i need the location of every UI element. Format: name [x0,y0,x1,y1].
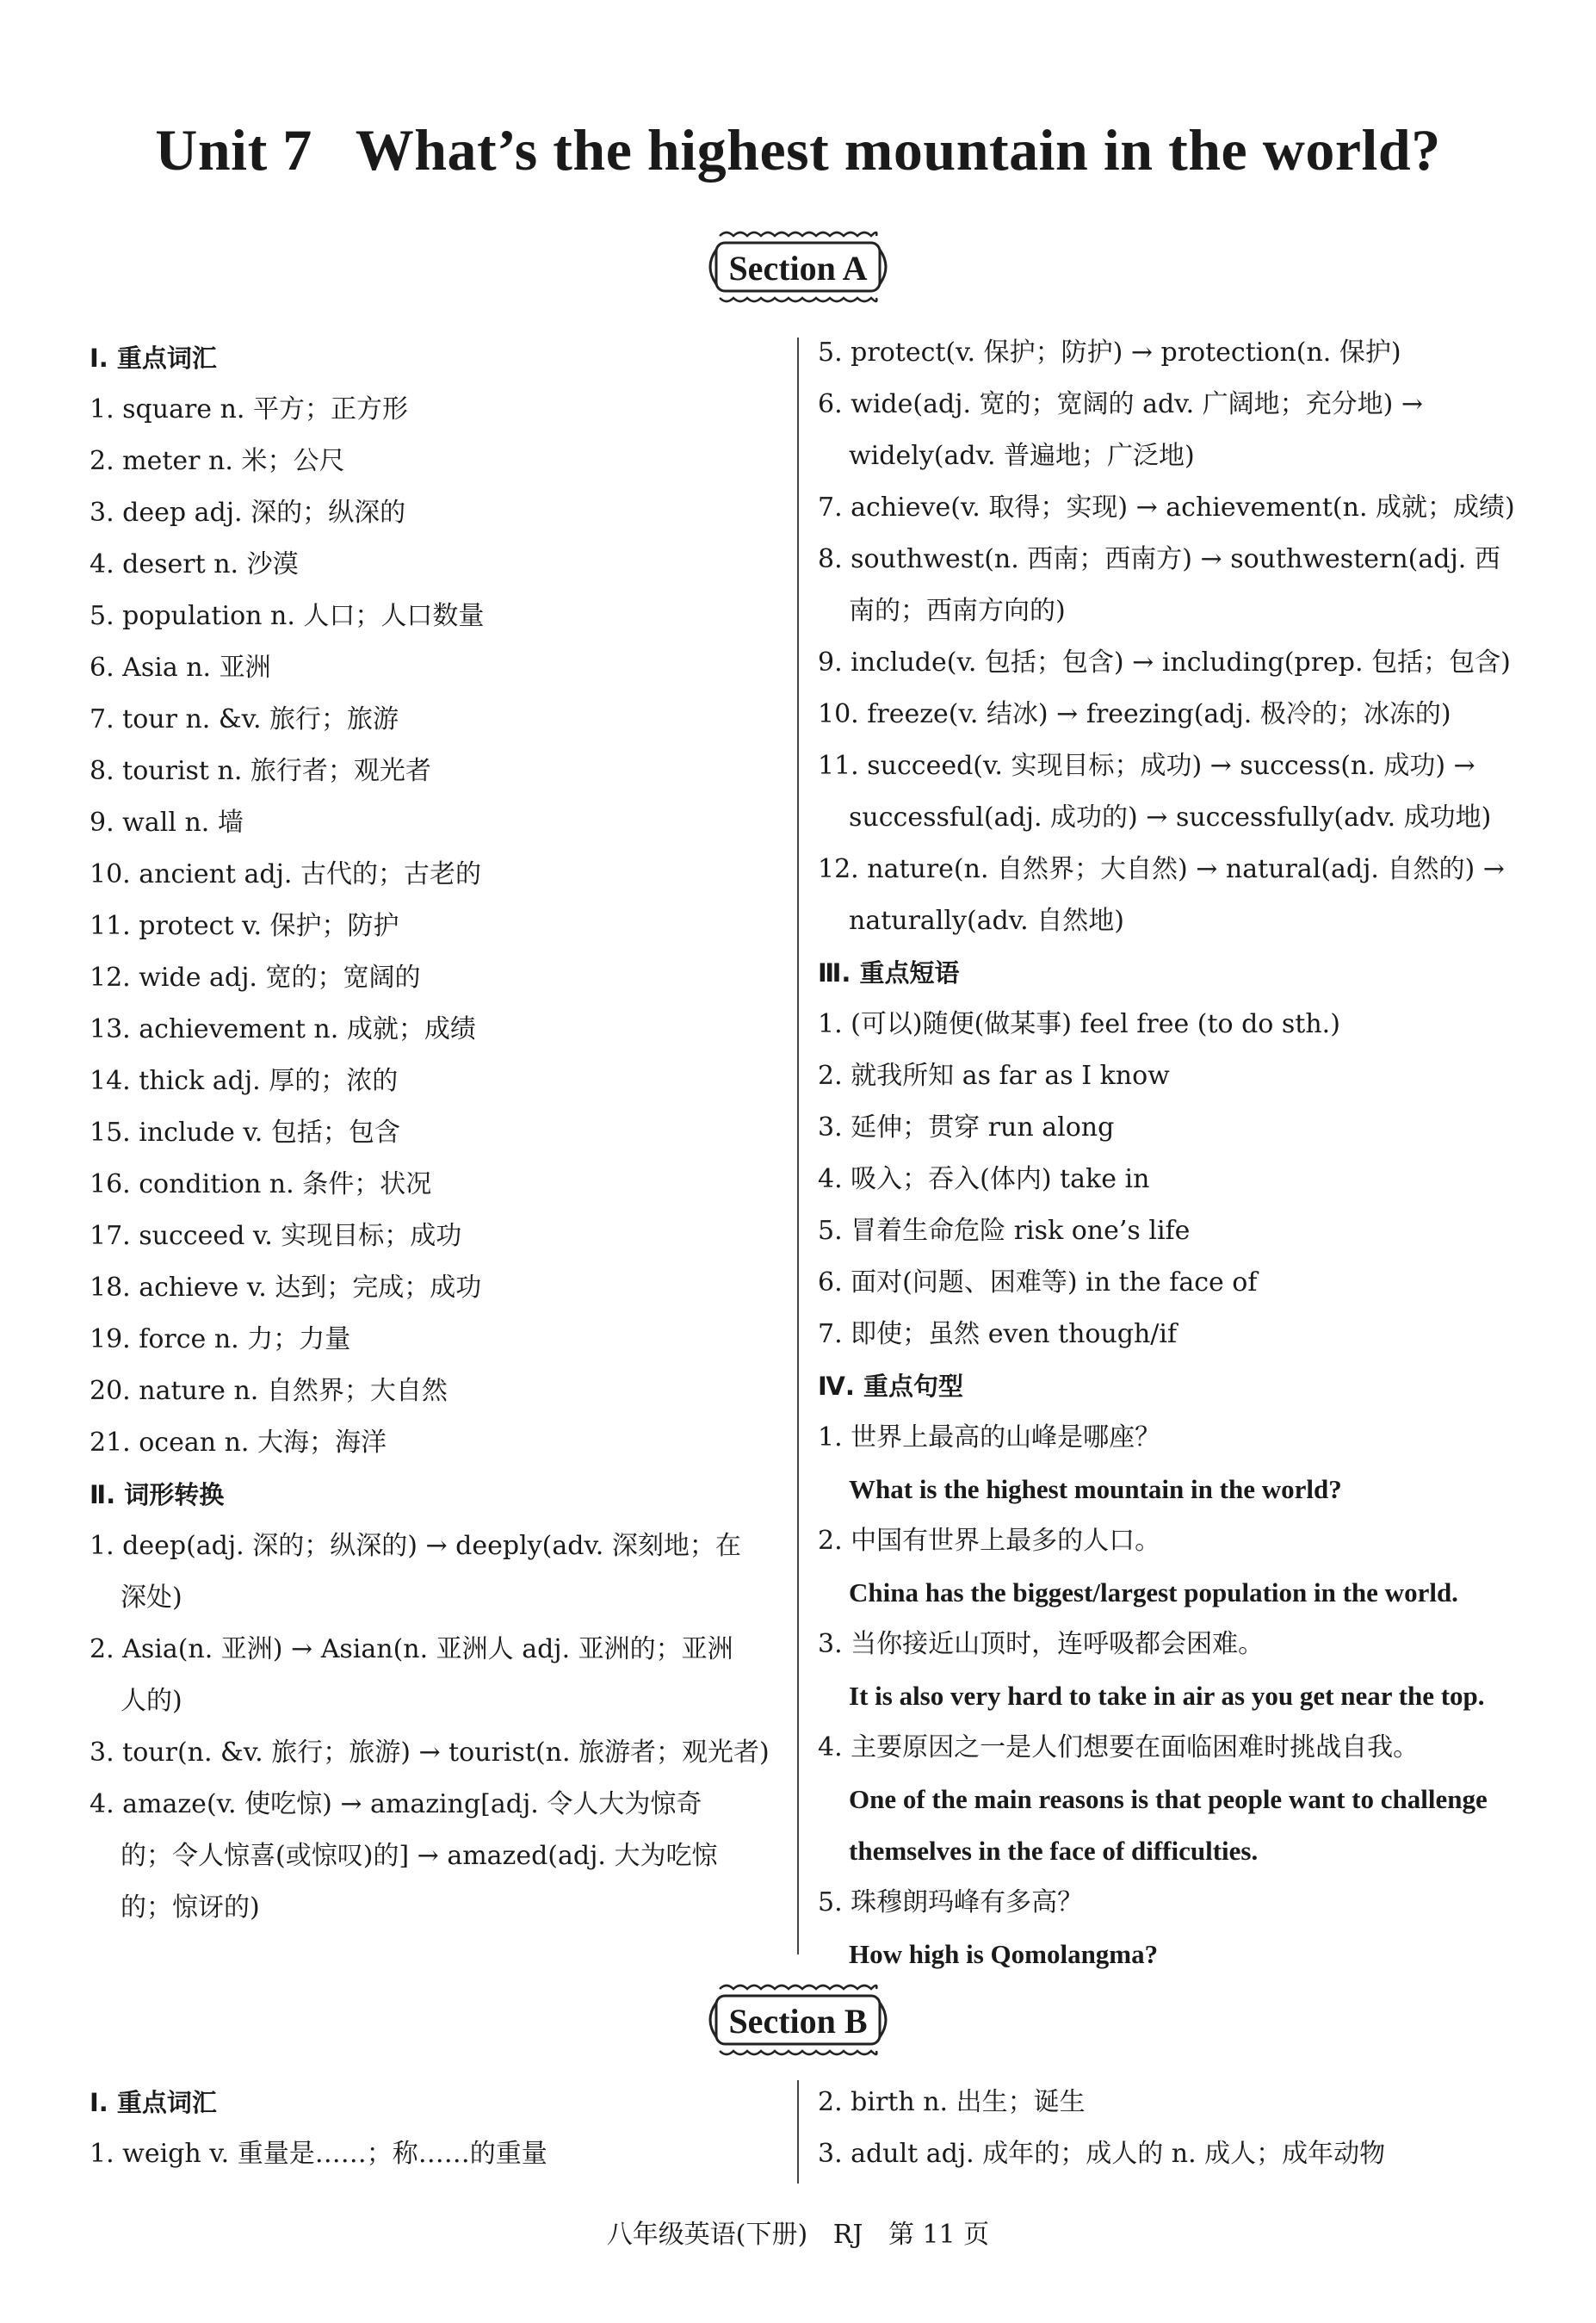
word-form-item: 10. freeze(v. 结冰) → freezing(adj. 极冷的；冰冻的) [818,699,1451,729]
phrase-item: 6. 面对(问题、困难等) in the face of [818,1267,1258,1298]
column-divider [797,2080,799,2184]
word-form-continuation: successful(adj. 成功的) → successfully(adv. 成功地) [849,802,1492,833]
vocab-item: 2. meter n. 米；公尺 [90,446,345,476]
sentence-english: themselves in the face of difficulties. [849,1836,1259,1866]
vocab-item: 10. ancient adj. 古代的；古老的 [90,859,481,889]
phrase-item: 1. (可以)随便(做某事) feel free (to do sth.) [818,1009,1340,1039]
vocab-item: 9. wall n. 墙 [90,808,244,838]
vocab-item: 16. condition n. 条件；状况 [90,1169,432,1199]
phrase-item: 4. 吸入；吞入(体内) take in [818,1164,1150,1194]
sentence-english: What is the highest mountain in the world? [849,1474,1342,1504]
word-form-item: 1. deep(adj. 深的；纵深的) → deeply(adv. 深刻地；在 [90,1531,741,1561]
vocab-item: 1. weigh v. 重量是……；称……的重量 [90,2139,547,2169]
unit-number: Unit 7 [155,117,312,183]
footer-book: 八年级英语(下册) [606,2220,808,2250]
word-form-continuation: naturally(adv. 自然地) [849,906,1124,936]
footer-edition: RJ [832,2220,863,2250]
footer-page-number: 第 11 页 [888,2220,990,2250]
heading-key-vocabulary: Ⅰ. 重点词汇 [90,2088,217,2117]
vocab-item: 3. adult adj. 成年的；成人的 n. 成人；成年动物 [818,2139,1386,2169]
vocab-item: 15. include v. 包括；包含 [90,1118,400,1148]
vocab-item: 2. birth n. 出生；诞生 [818,2087,1086,2117]
phrase-item: 2. 就我所知 as far as I know [818,1061,1170,1091]
phrase-item: 3. 延伸；贯穿 run along [818,1112,1115,1143]
section-b-left-column [90,2077,547,2180]
section-b-right-column [818,2077,1385,2180]
word-form-item: 4. amaze(v. 使吃惊) → amazing[adj. 令人大为惊奇 [90,1789,702,1819]
sentence-english: China has the biggest/largest population in the world. [849,1577,1458,1608]
sentence-chinese: 4. 主要原因之一是人们想要在面临困难时挑战自我。 [818,1732,1420,1762]
word-form-continuation: 南的；西南方向的) [849,596,1066,626]
word-form-continuation: widely(adv. 普遍地；广泛地) [849,441,1195,471]
section-a-left-column [90,332,770,1934]
vocab-item: 7. tour n. &v. 旅行；旅游 [90,704,399,734]
vocab-item: 14. thick adj. 厚的；浓的 [90,1066,399,1096]
section-a-badge [701,226,895,308]
vocab-item: 6. Asia n. 亚洲 [90,653,271,683]
section-b-label: Section B [728,2002,868,2041]
word-form-continuation: 人的) [121,1686,182,1716]
word-form-continuation: 的；令人惊喜(或惊叹)的] → amazed(adj. 大为吃惊 [121,1841,718,1871]
section-a-label: Section A [728,249,868,288]
word-form-item: 6. wide(adj. 宽的；宽阔的 adv. 广阔地；充分地) → [818,389,1424,419]
vocab-item: 11. protect v. 保护；防护 [90,911,399,941]
vocab-item: 8. tourist n. 旅行者；观光者 [90,756,431,786]
sentence-chinese: 3. 当你接近山顶时，连呼吸都会困难。 [818,1629,1265,1659]
unit-title [0,116,1596,184]
vocab-item: 4. desert n. 沙漠 [90,549,299,579]
phrase-item: 5. 冒着生命危险 risk one’s life [818,1216,1191,1246]
vocab-item: 5. population n. 人口；人口数量 [90,601,485,631]
vocab-item: 17. succeed v. 实现目标；成功 [90,1221,462,1251]
vocab-item: 20. nature n. 自然界；大自然 [90,1376,448,1406]
heading-key-sentences: Ⅳ. 重点句型 [818,1372,963,1401]
page-footer [0,2213,1596,2251]
heading-key-vocabulary: Ⅰ. 重点词汇 [90,344,217,373]
sentence-chinese: 5. 珠穆朗玛峰有多高？ [818,1887,1084,1917]
word-form-item: 11. succeed(v. 实现目标；成功) → success(n. 成功) → [818,751,1475,781]
word-form-item: 9. include(v. 包括；包含) → including(prep. 包括；包含) [818,647,1511,678]
vocab-item: 12. wide adj. 宽的；宽阔的 [90,963,421,993]
phrase-item: 7. 即使；虽然 even though/if [818,1319,1178,1349]
sentence-chinese: 2. 中国有世界上最多的人口。 [818,1526,1161,1556]
sentence-english: One of the main reasons is that people want to challenge [849,1784,1488,1814]
sentence-english: It is also very hard to take in air as you get near the top. [849,1681,1485,1711]
vocab-item: 13. achievement n. 成就；成绩 [90,1014,476,1044]
word-form-item: 2. Asia(n. 亚洲) → Asian(n. 亚洲人 adj. 亚洲的；亚洲 [90,1634,733,1664]
word-form-continuation: 的；惊讶的) [121,1892,260,1923]
vocab-item: 21. ocean n. 大海；海洋 [90,1428,387,1458]
section-a-right-column [818,327,1515,1980]
word-form-continuation: 深处) [121,1583,182,1613]
word-form-item: 12. nature(n. 自然界；大自然) → natural(adj. 自然的) → [818,854,1505,884]
heading-key-phrases: Ⅲ. 重点短语 [818,958,960,988]
vocab-item: 1. square n. 平方；正方形 [90,394,408,424]
vocab-item: 18. achieve v. 达到；完成；成功 [90,1273,482,1303]
section-b-badge [701,1979,895,2061]
vocab-item: 3. deep adj. 深的；纵深的 [90,498,406,528]
word-form-item: 3. tour(n. &v. 旅行；旅游) → tourist(n. 旅游者；观光者) [90,1738,770,1768]
sentence-english: How high is Qomolangma? [849,1939,1159,1969]
column-divider [797,338,799,1954]
word-form-item: 7. achieve(v. 取得；实现) → achievement(n. 成就；成绩) [818,492,1515,523]
word-form-item: 8. southwest(n. 西南；西南方) → southwestern(adj. 西 [818,544,1500,574]
vocab-item: 19. force n. 力；力量 [90,1324,351,1354]
heading-word-forms: Ⅱ. 词形转换 [90,1480,225,1509]
unit-question: What’s the highest mountain in the world? [355,117,1441,183]
sentence-chinese: 1. 世界上最高的山峰是哪座？ [818,1422,1161,1453]
word-form-item: 5. protect(v. 保护；防护) → protection(n. 保护) [818,338,1401,368]
